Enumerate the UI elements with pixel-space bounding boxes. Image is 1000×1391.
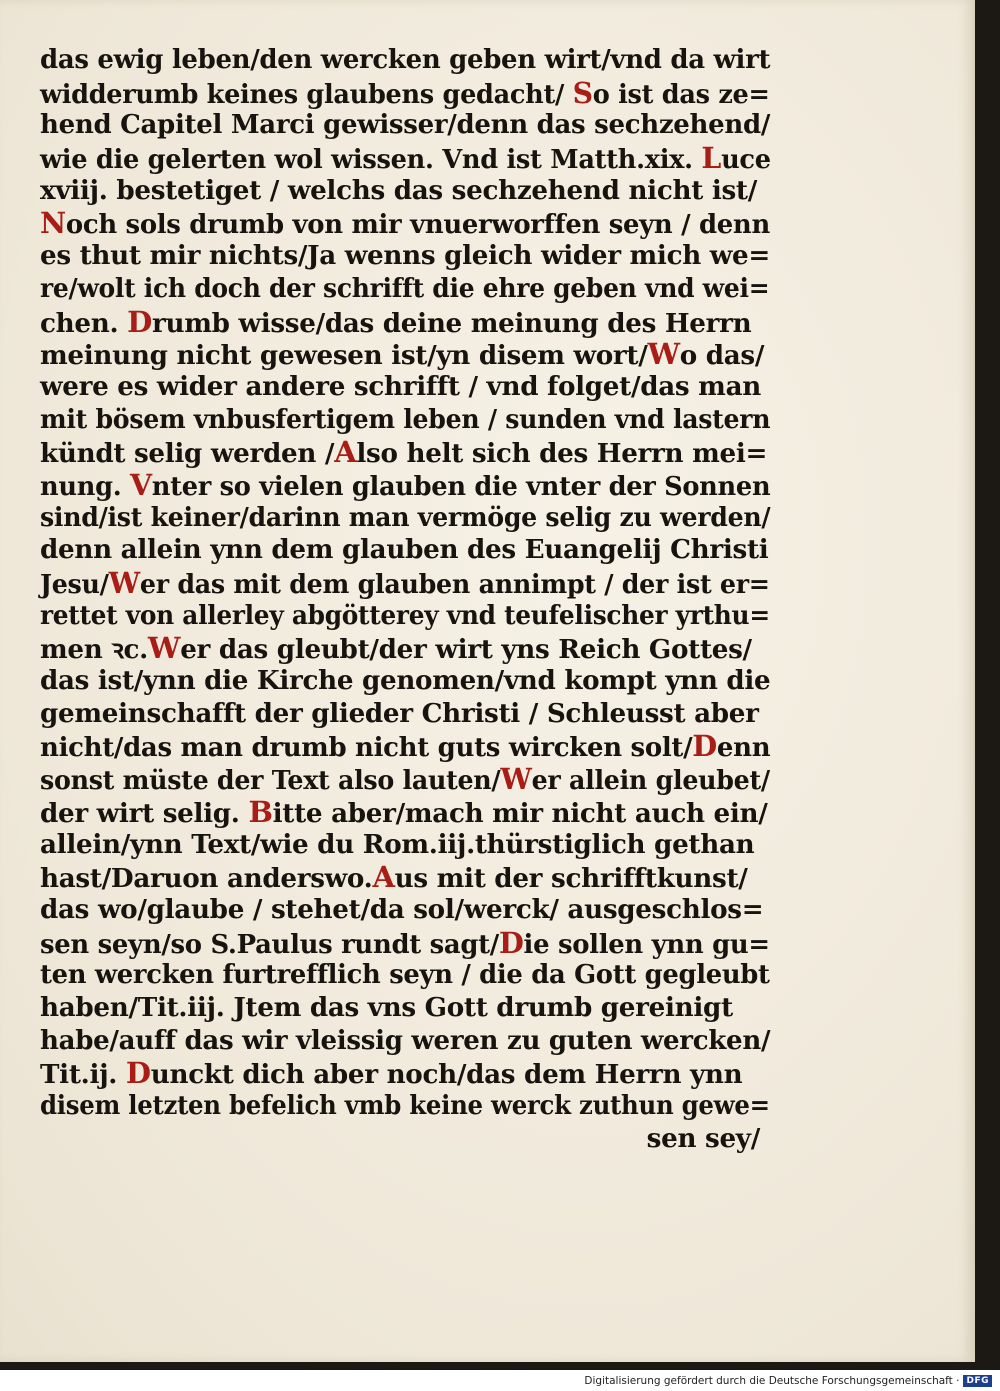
text-line	[40, 206, 770, 241]
text-segment: disem letzten befelich vmb keine werck zuthun gewe=	[40, 1090, 770, 1121]
rubricated-initial: D	[127, 304, 152, 339]
page-text-block	[40, 44, 770, 1155]
text-line	[40, 501, 771, 535]
text-segment: gemeinschafft der glieder Christi / Schleusst aber	[40, 697, 759, 729]
text-segment: us mit der schrifftkunst/	[394, 863, 748, 895]
text-line	[40, 534, 770, 567]
text-line	[40, 925, 770, 960]
text-segment: rettet von allerley abgötterey vnd teufelischer yrthu=	[40, 599, 770, 631]
text-segment: och sols drumb von mir vnuerworffen seyn / denn	[65, 209, 770, 241]
text-line	[40, 1090, 770, 1123]
text-line	[40, 403, 771, 437]
text-line	[40, 566, 770, 600]
text-segment: o das/	[679, 340, 765, 372]
rubricated-initial: W	[500, 762, 532, 797]
rubricated-initial: D	[125, 1056, 151, 1091]
rubricated-initial: A	[334, 435, 357, 470]
text-line	[40, 796, 770, 829]
text-segment: meinung nicht gewesen ist/yn disem wort/	[40, 340, 648, 372]
rubricated-initial: W	[108, 566, 140, 600]
rubricated-initial: W	[647, 337, 680, 372]
rubricated-initial: D	[692, 729, 717, 764]
text-segment: sen sey/	[646, 1122, 760, 1154]
text-line	[40, 632, 770, 665]
text-segment: hast/Daruon anderswo.	[40, 863, 373, 895]
text-line	[40, 109, 771, 142]
text-segment: were es wider andere schrifft / vnd folget/das man	[40, 370, 761, 402]
text-segment: er das mit dem glauben annimpt / der ist er=	[139, 569, 770, 600]
rubricated-initial: S	[572, 75, 593, 110]
text-line	[40, 75, 770, 110]
rubricated-initial: N	[40, 206, 66, 241]
text-line	[40, 436, 770, 469]
text-segment: sen seyn/so S.Paulus rundt sagt/	[40, 928, 499, 960]
text-segment: men ꝛc.	[40, 634, 148, 666]
text-segment: das ist/ynn die Kirche genomen/vnd kompt ynn die	[40, 665, 771, 697]
rubricated-initial: B	[248, 794, 273, 829]
text-line	[40, 240, 770, 273]
dfg-logo: DFG	[963, 1375, 992, 1387]
text-segment: rumb wisse/das deine meinung des Herrn	[151, 307, 752, 339]
text-segment: Jesu/	[40, 569, 109, 600]
text-line	[40, 338, 770, 371]
text-line	[40, 599, 770, 633]
text-segment: sind/ist keiner/darinn man vermöge selig zu werden/	[40, 501, 771, 533]
text-line	[40, 467, 771, 502]
text-segment: das ewig leben/den wercken geben wirt/vnd da wirt	[40, 44, 771, 75]
text-segment: denn allein ynn dem glauben des Euangelij Christi	[40, 534, 769, 566]
text-line	[40, 665, 769, 698]
rubricated-initial: L	[701, 141, 722, 176]
text-line	[40, 762, 770, 797]
text-segment: hend Capitel Marci gewisser/denn das sechzehend/	[40, 109, 771, 141]
text-segment: re/wolt ich doch der schrifft die ehre geben vnd wei=	[40, 272, 770, 304]
text-line	[40, 1057, 770, 1090]
text-line	[40, 992, 770, 1025]
rubricated-initial: A	[372, 860, 395, 895]
text-segment: itte aber/mach mir nicht auch ein/	[272, 797, 768, 829]
text-line	[40, 894, 770, 927]
text-segment: habe/auff das wir vleissig weren zu guten wercken/	[40, 1024, 771, 1056]
rubricated-initial: V	[130, 467, 152, 502]
text-segment: das wo/glaube / stehet/da sol/werck/ ausgeschlos=	[40, 893, 764, 925]
text-segment: es thut mir nichts/Ja wenns gleich wider mich we=	[40, 240, 771, 272]
text-segment: mit bösem vnbusfertigem leben / sunden vnd lastern	[40, 403, 771, 435]
text-segment: allein/ynn Text/wie du Rom.iij.thürstiglich gethan	[40, 828, 755, 860]
text-segment: widderumb keines glaubens gedacht/	[40, 78, 573, 110]
text-segment: nicht/das man drumb nicht guts wircken solt/	[40, 732, 693, 764]
text-line	[40, 44, 771, 77]
text-segment: er das gleubt/der wirt yns Reich Gottes/	[180, 634, 752, 666]
digitization-credit	[584, 1375, 992, 1387]
text-segment: sonst müste der Text also lauten/	[40, 765, 501, 797]
text-segment: xviij. bestetiget / welchs das sechzehend nicht ist/	[40, 174, 757, 206]
text-line	[40, 371, 770, 404]
text-line	[40, 1123, 770, 1156]
rubricated-initial: D	[498, 925, 524, 960]
text-line	[40, 698, 770, 731]
text-line	[40, 959, 770, 992]
text-segment: o ist das ze=	[592, 78, 770, 110]
text-segment: Tit.ij.	[40, 1059, 126, 1091]
text-line	[40, 175, 770, 208]
text-segment: enn	[716, 732, 771, 764]
text-line	[40, 306, 770, 339]
text-segment: uce	[721, 144, 771, 176]
text-line	[40, 829, 770, 862]
text-segment: nter so vielen glauben die vnter der Sonnen	[151, 470, 771, 502]
text-segment: ten wercken furtrefflich seyn / die da Gott gegleubt	[40, 959, 770, 991]
rubricated-initial: W	[147, 631, 181, 666]
text-line	[40, 729, 771, 764]
text-segment: haben/Tit.iij. Jtem das vns Gott drumb gereinigt	[40, 991, 733, 1023]
text-segment: kündt selig werden /	[40, 438, 335, 470]
text-segment: nung.	[40, 470, 131, 502]
text-line	[40, 272, 770, 306]
text-segment: der wirt selig.	[40, 797, 249, 829]
text-segment: ie sollen ynn gu=	[523, 928, 770, 960]
text-segment: er allein gleubet/	[531, 765, 770, 797]
text-segment: lso helt sich des Herrn mei=	[356, 438, 768, 470]
text-segment: wie die gelerten wol wissen. Vnd ist Matth.xix.	[40, 144, 702, 176]
credit-text: Digitalisierung gefördert durch die Deutsche Forschungsgemeinschaft ·	[584, 1375, 960, 1387]
text-line	[40, 1024, 771, 1058]
text-segment: chen.	[40, 307, 128, 339]
text-line	[40, 141, 771, 176]
text-line	[40, 861, 770, 894]
text-segment: unckt dich aber noch/das dem Herrn ynn	[150, 1059, 743, 1091]
